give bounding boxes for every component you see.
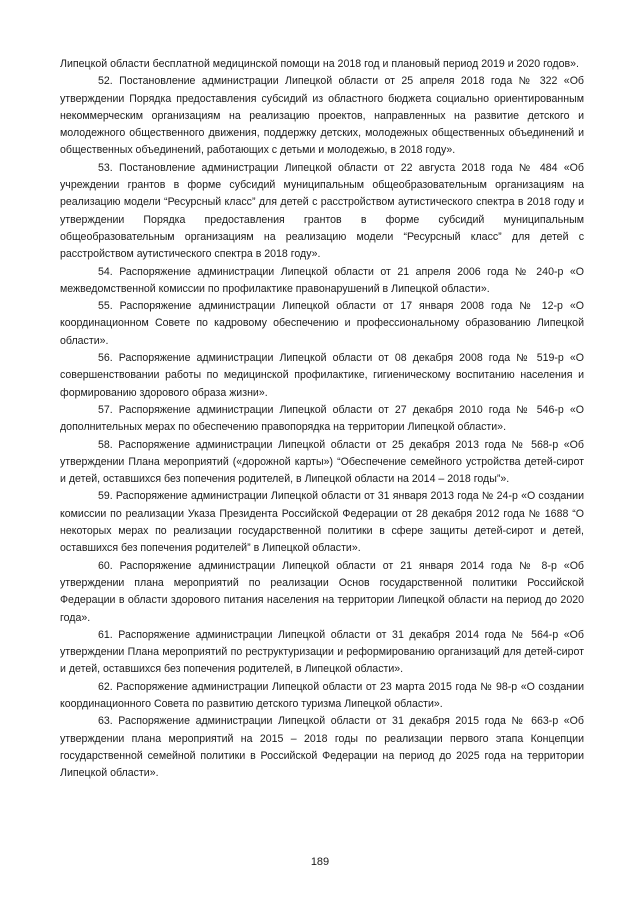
page-number: 189 <box>310 856 330 868</box>
list-item-52: 52. Постановление администрации Липецкой области от 25 апреля 2018 года № 322 «Об утверждении Порядка предоставления субсидий из областного бюджета социально ориентированным некоммерческим организациям на реализацию проектов, направленных на развитие детского и молодежного общественного движения, поддержку детских, молодежных общественных объединений и общественных объединений, работающих с детьми и молодежью, в 2018 году». <box>60 75 584 157</box>
list-item-63: 63. Распоряжение администрации Липецкой области от 31 декабря 2015 года № 663-р «Об утверждении плана мероприятий на 2015 – 2018 годы по реализации первого этапа Концепции государственной семейной политики в Российской Федерации на период до 2025 года на территории Липецкой области». <box>60 715 584 780</box>
list-item-55: 55. Распоряжение администрации Липецкой области от 17 января 2008 года № 12-р «О координационном Совете по кадровому обеспечению и профессиональному образованию Липецкой области». <box>60 300 584 347</box>
list-item-61: 61. Распоряжение администрации Липецкой области от 31 декабря 2014 года № 564-р «Об утверждении Плана мероприятий по реструктуризации и реформированию организаций для детей-сирот и детей, оставшихся без попечения родителей, в Липецкой области». <box>60 628 584 676</box>
continuation-paragraph: Липецкой области бесплатной медицинской помощи на 2018 год и плановый период 2019 и 2020 годов». <box>60 58 579 70</box>
list-item-56: 56. Распоряжение администрации Липецкой области от 08 декабря 2008 года № 519-р «О совершенствовании работы по медицинской профилактике, гигиеническому воспитанию населения и формированию здорового образа жизни». <box>60 352 584 399</box>
list-item-62: 62. Распоряжение администрации Липецкой области от 23 марта 2015 года № 98-р «О создании координационного Совета по развитию детского туризма Липецкой области». <box>60 680 584 710</box>
list-item-58: 58. Распоряжение администрации Липецкой области от 25 декабря 2013 года № 568-р «Об утверждении Плана мероприятий («дорожной карты») “Обеспечение семейного устройства детей-сирот и детей, оставшихся без попечения родителей, в Липецкой области на 2014 – 2018 годы”». <box>60 438 584 486</box>
list-item-60: 60. Распоряжение администрации Липецкой области от 21 января 2014 года № 8-р «Об утверждении плана мероприятий по реализации Основ государственной политики Российской Федерации в области здорового питания населения на территории Липецкой области на период до 2020 года». <box>60 559 584 624</box>
list-item-59: 59. Распоряжение администрации Липецкой области от 31 января 2013 года № 24-р «О создании комиссии по реализации Указа Президента Российской Федерации от 28 декабря 2012 года № 1688 “О некоторых мерах по реализации государственной политики в сфере защиты детей-сирот и детей, оставшихся без попечения родителей” в Липецкой области». <box>60 490 584 555</box>
list-item-57: 57. Распоряжение администрации Липецкой области от 27 декабря 2010 года № 546-р «О дополнительных мерах по обеспечению правопорядка на территории Липецкой области». <box>60 403 584 434</box>
list-item-54: 54. Распоряжение администрации Липецкой области от 21 апреля 2006 года № 240-р «О межведомственной комиссии по профилактике правонарушений в Липецкой области». <box>60 265 584 295</box>
list-item-53: 53. Постановление администрации Липецкой области от 22 августа 2018 года № 484 «Об учреждении грантов в форме субсидий муниципальным общеобразовательным организациям на реализацию модели “Ресурсный класс” для детей с расстройством аутистического спектра в 2018 году и утверждении Порядка предоставления грантов в форме субсидий муниципальным общеобразовательным организациям на реализацию модели “Ресурсный класс” для детей с расстройством аутистического спектра в 2018 году». <box>60 161 584 261</box>
document-page <box>60 56 584 782</box>
